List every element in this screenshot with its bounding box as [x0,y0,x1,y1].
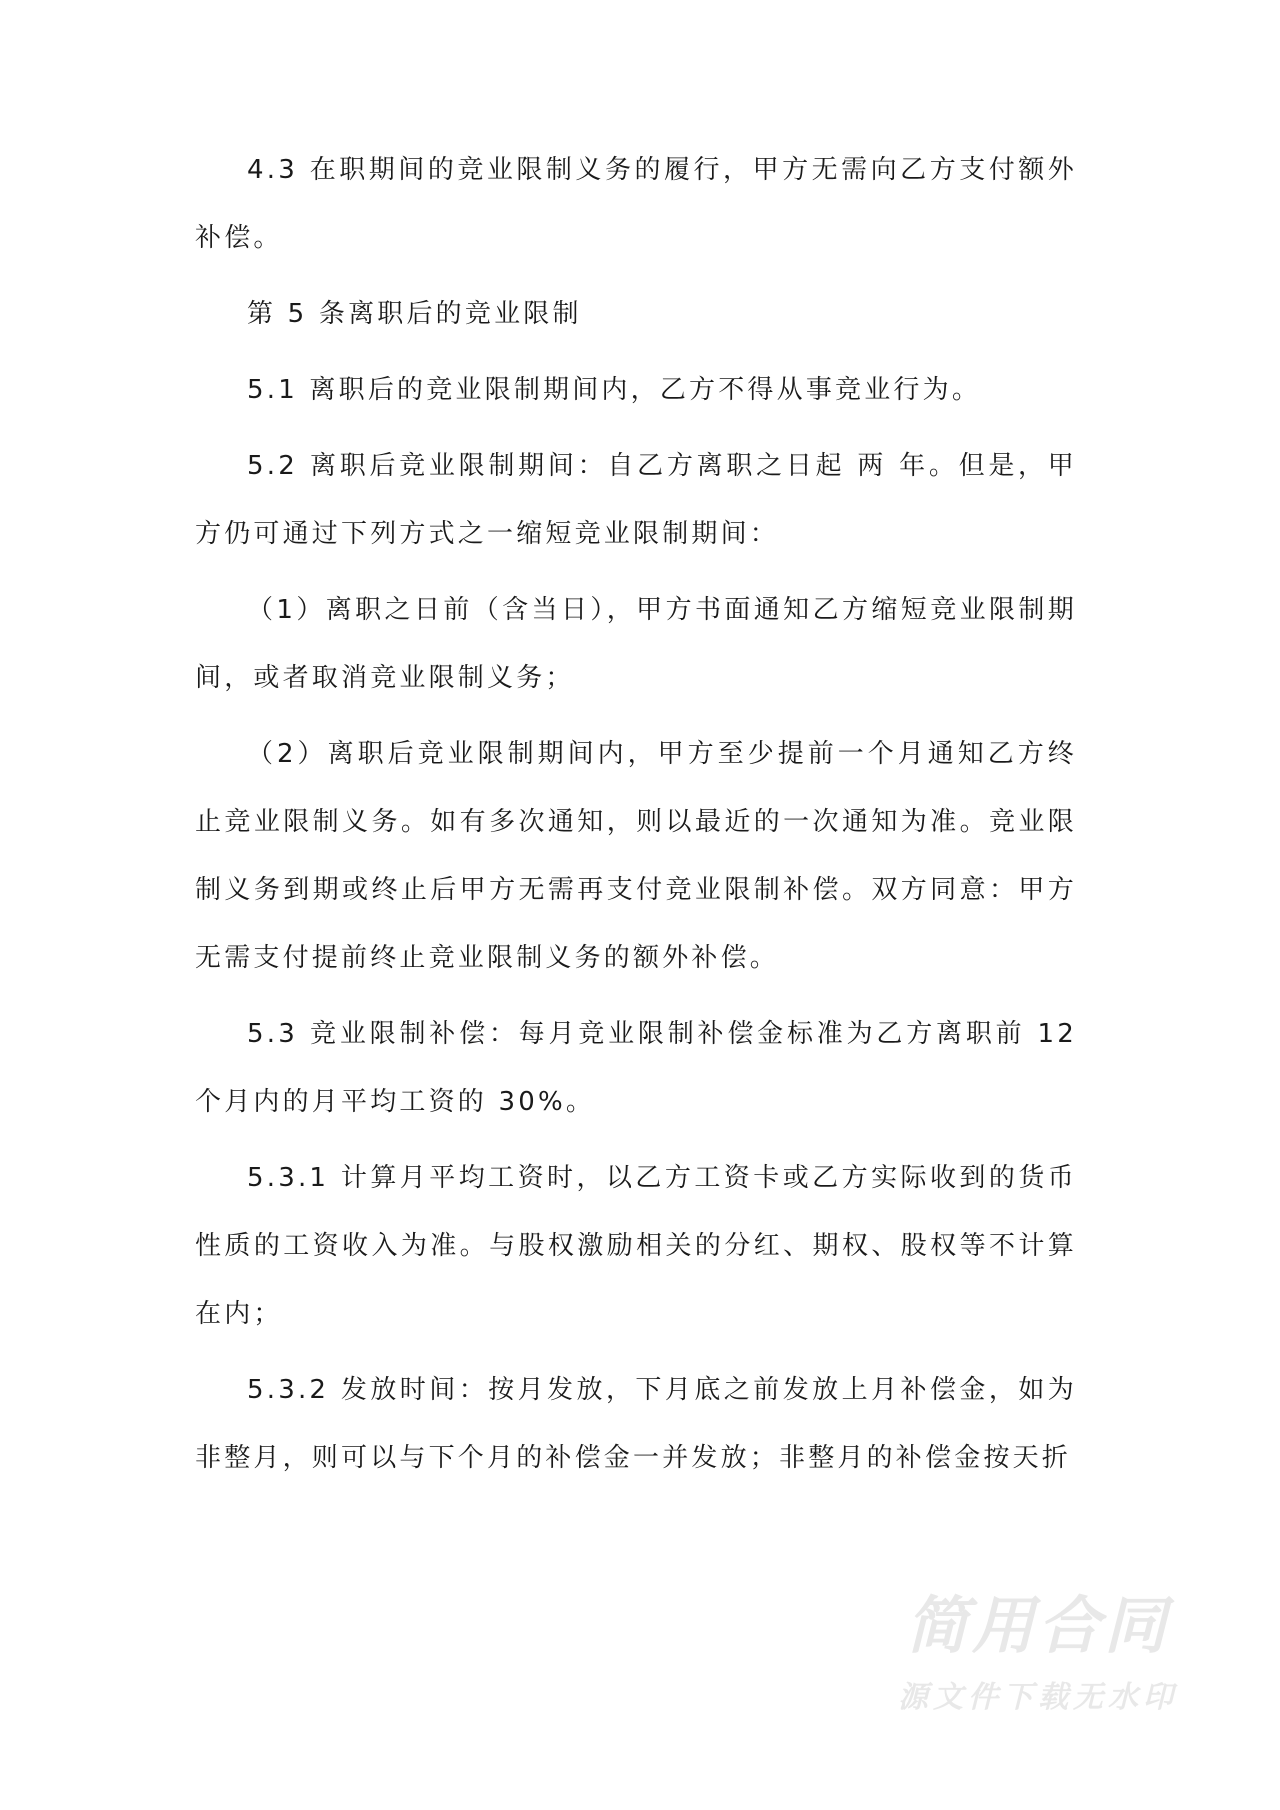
clause-5-2-item-2: （2）离职后竞业限制期间内，甲方至少提前一个月通知乙方终止竞业限制义务。如有多次通知，则以最近的一次通知为准。竞业限制义务到期或终止后甲方无需再支付竞业限制补偿。双方同意：甲方无需支付提前终止竞业限制义务的额外补偿。 [195,739,1077,973]
document-body [195,136,1077,1492]
watermark-caption: 源文件下载无水印 [898,1680,1178,1715]
watermark [878,1590,1198,1720]
clause-5-3-2: 5.3.2 发放时间：按月发放，下月底之前发放上月补偿金，如为非整月，则可以与下个月的补偿金一并发放；非整月的补偿金按天折 [195,1375,1077,1473]
clause-5-2-item-1: （1）离职之日前（含当日），甲方书面通知乙方缩短竞业限制期间，或者取消竞业限制义务； [195,595,1077,693]
clause-4-3: 4.3 在职期间的竞业限制义务的履行，甲方无需向乙方支付额外补偿。 [195,155,1077,253]
watermark-brand: 简用合同 [905,1589,1170,1662]
clause-5-3-1: 5.3.1 计算月平均工资时，以乙方工资卡或乙方实际收到的货币性质的工资收入为准。与股权激励相关的分红、期权、股权等不计算在内； [195,1163,1077,1329]
article-5-heading: 第 5 条离职后的竞业限制 [247,299,582,329]
clause-5-3: 5.3 竞业限制补偿：每月竞业限制补偿金标准为乙方离职前 12 个月内的月平均工资的 30%。 [195,1019,1077,1117]
clause-5-2: 5.2 离职后竞业限制期间：自乙方离职之日起 两 年。但是，甲方仍可通过下列方式之一缩短竞业限制期间： [195,451,1077,549]
clause-5-1: 5.1 离职后的竞业限制期间内，乙方不得从事竞业行为。 [247,375,982,405]
